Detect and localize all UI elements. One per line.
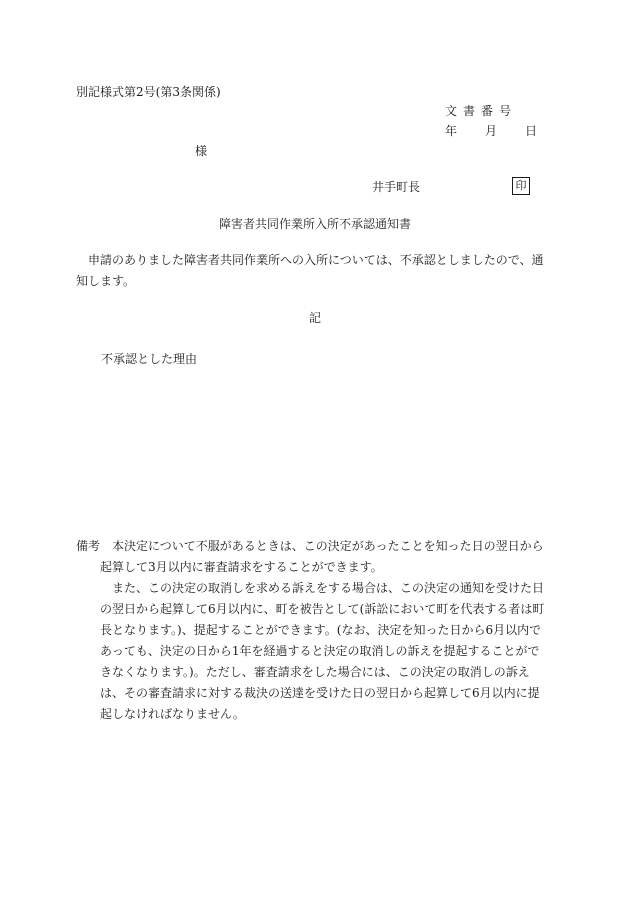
date-line: [445, 122, 537, 140]
addressee-suffix: 様: [195, 144, 208, 158]
ki-heading: 記: [309, 311, 322, 325]
date-day: 日: [525, 124, 538, 138]
date-month: 月: [485, 124, 498, 138]
remarks-paragraph-1: [76, 536, 550, 578]
remarks-paragraph-1-text: 本決定について不服があるときは、この決定があったことを知った日の翌日から起算して3月以内に審査請求をすることができます。: [100, 539, 544, 574]
seal-mark: 印: [512, 177, 530, 195]
remarks-label: 備考: [76, 539, 101, 553]
sender-name: 井手町長: [372, 180, 421, 194]
document-number-label: 文書番号: [445, 104, 518, 118]
document-title: 障害者共同作業所入所不承認通知書: [219, 217, 412, 231]
remarks-section: [76, 536, 550, 725]
remarks-paragraph-2: また、この決定の取消しを求める訴えをする場合は、この決定の通知を受けた日の翌日から起算して6月以内に、町を被告として(訴訟において町を代表する者は町長となります。)、提起することができます。(なお、決定を知った日から6月以内であっても、決定の日から1年を経過すると決定の取消しの訴えを提起することができなくなります。)。ただし、審査請求をした場合には、この決定の取消しの訴えは、その審査請求に対する裁決の送達を受けた日の翌日から起算して6月以内に提起しなければなりません。: [100, 581, 545, 721]
date-year: 年: [445, 124, 458, 138]
form-label: 別記様式第2号(第3条関係): [76, 85, 221, 99]
body-text: 申請のありました障害者共同作業所への入所については、不承認としましたので、通知します。: [76, 253, 544, 288]
reason-label: 不承認とした理由: [101, 352, 198, 366]
